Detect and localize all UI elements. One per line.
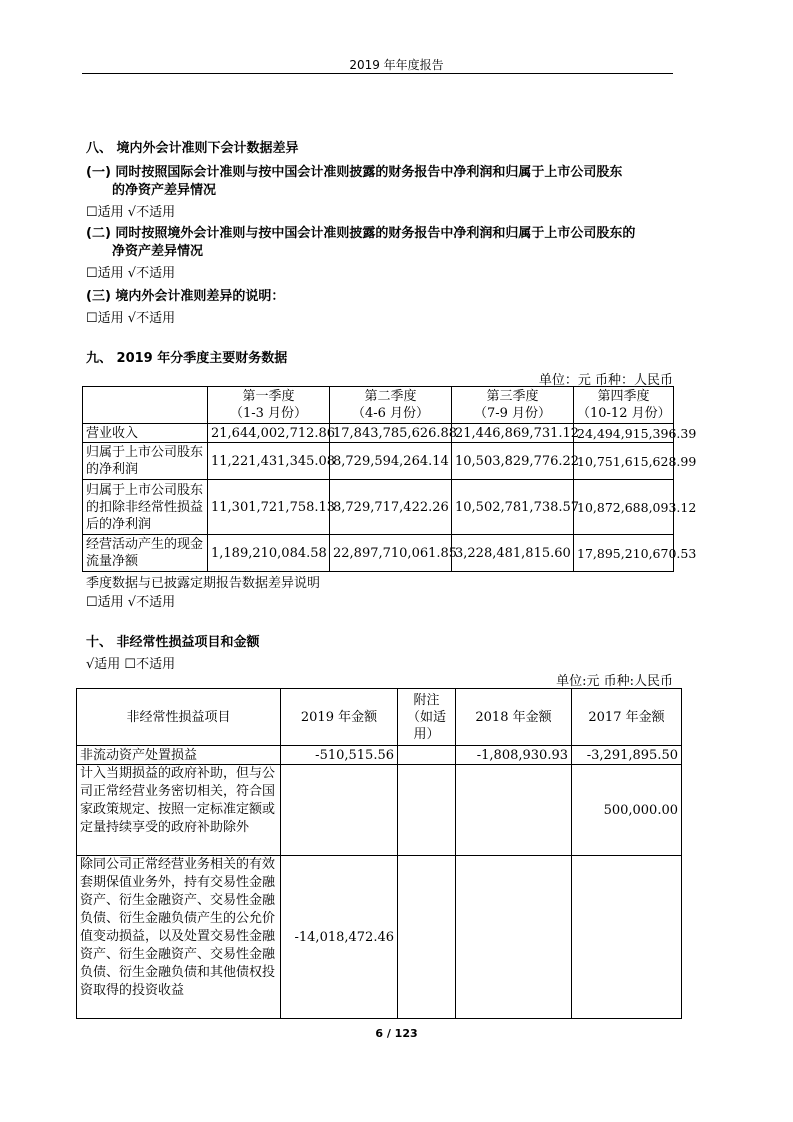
value-note <box>398 765 456 856</box>
header-2017: 2017 年金额 <box>572 689 682 746</box>
section-8-sub3-applicability: ☐适用 √不适用 <box>86 311 176 326</box>
quarter-value: 10,872,688,093.12 <box>574 480 674 535</box>
row-label: 营业收入 <box>83 424 208 443</box>
header-divider <box>82 73 673 74</box>
quarter-header <box>574 387 674 424</box>
item-label: 计入当期损益的政府补助，但与公司正常经营业务密切相关，符合国家政策规定、按照一定标准定额或定量持续享受的政府补助除外 <box>77 765 281 856</box>
section-8-sub3-title: (三) 境内外会计准则差异的说明： <box>86 289 285 304</box>
section-8-sub2-line2: 净资产差异情况 <box>112 244 204 259</box>
quarterly-financial-table <box>82 386 697 572</box>
table-row <box>83 424 674 443</box>
quarter-value: 11,301,721,758.13 <box>208 480 330 535</box>
section-8-sub1-line1: (一) 同时按照国际会计准则与按中国会计准则披露的财务报告中净利润和归属于上市公司股东 <box>86 165 623 180</box>
table-row <box>77 746 682 765</box>
section-8-sub2-applicability: ☐适用 √不适用 <box>86 266 176 281</box>
quarter-value: 11,221,431,345.08 <box>208 443 330 480</box>
value-2017: -3,291,895.50 <box>572 746 682 765</box>
value-2017: 500,000.00 <box>572 765 682 856</box>
section-10-title: 十、 非经常性损益项目和金额 <box>86 635 260 650</box>
table-row <box>83 443 674 480</box>
table-row <box>83 535 674 572</box>
quarter-header-name: 第四季度 <box>597 389 650 404</box>
table-row <box>77 856 682 1019</box>
table-header-row <box>83 387 674 424</box>
header-empty-cell <box>83 387 208 424</box>
table-row <box>83 480 674 535</box>
row-label: 归属于上市公司股东的扣除非经常性损益后的净利润 <box>83 480 208 535</box>
section-8-sub1-line2: 的净资产差异情况 <box>112 183 217 198</box>
table-header-row <box>77 689 682 746</box>
quarter-value: 17,843,785,626.88 <box>330 424 452 443</box>
section-10-unit: 单位:元 币种:人民币 <box>556 674 673 689</box>
section-10-applicability: √适用 ☐不适用 <box>86 657 176 672</box>
header-2018: 2018 年金额 <box>456 689 572 746</box>
quarter-header-months: （4-6 月份） <box>351 406 430 421</box>
section-9-title: 九、 2019 年分季度主要财务数据 <box>86 351 288 366</box>
page-header-title: 2019 年年度报告 <box>349 58 444 72</box>
quarter-value: 22,897,710,061.85 <box>330 535 452 572</box>
quarter-value: 10,502,781,738.57 <box>452 480 574 535</box>
quarter-header-months: （1-3 月份） <box>229 406 308 421</box>
quarter-header-months: （10-12 月份） <box>577 406 671 421</box>
value-2018 <box>456 765 572 856</box>
quarter-value: 24,494,915,396.39 <box>574 424 674 443</box>
item-label: 非流动资产处置损益 <box>77 746 281 765</box>
section-8-sub2-line1: (二) 同时按照境外会计准则与按中国会计准则披露的财务报告中净利润和归属于上市公司股东的 <box>86 226 636 241</box>
quarter-value: 8,729,717,422.26 <box>330 480 452 535</box>
value-2018 <box>456 856 572 1019</box>
quarter-header <box>208 387 330 424</box>
header-item: 非经常性损益项目 <box>77 689 281 746</box>
quarter-value: 21,446,869,731.12 <box>452 424 574 443</box>
quarter-value: 1,189,210,084.58 <box>208 535 330 572</box>
row-label: 归属于上市公司股东的净利润 <box>83 443 208 480</box>
value-2017 <box>572 856 682 1019</box>
section-8-title: 八、 境内外会计准则下会计数据差异 <box>86 141 299 156</box>
page-number: 6 / 123 <box>375 1027 418 1040</box>
quarter-header <box>330 387 452 424</box>
value-2018: -1,808,930.93 <box>456 746 572 765</box>
row-label: 经营活动产生的现金流量净额 <box>83 535 208 572</box>
value-2019: -14,018,472.46 <box>281 856 398 1019</box>
quarter-value: 21,644,002,712.86 <box>208 424 330 443</box>
table-row <box>77 765 682 856</box>
quarter-header-name: 第三季度 <box>486 389 539 404</box>
quarter-header-name: 第二季度 <box>364 389 417 404</box>
value-note <box>398 746 456 765</box>
value-2019: -510,515.56 <box>281 746 398 765</box>
quarter-header-months: （7-9 月份） <box>473 406 552 421</box>
quarter-header <box>452 387 574 424</box>
quarter-value: 17,895,210,670.53 <box>574 535 674 572</box>
non-recurring-gains-table <box>76 688 682 1019</box>
header-note: 附注（如适用） <box>398 689 456 746</box>
section-9-note: 季度数据与已披露定期报告数据差异说明 <box>86 576 321 591</box>
value-2019 <box>281 765 398 856</box>
quarter-value: 3,228,481,815.60 <box>452 535 574 572</box>
quarter-value: 10,751,615,628.99 <box>574 443 674 480</box>
section-8-sub1-applicability: ☐适用 √不适用 <box>86 205 176 220</box>
section-9-note-applicability: ☐适用 √不适用 <box>86 595 176 610</box>
quarter-value: 8,729,594,264.14 <box>330 443 452 480</box>
quarter-header-name: 第一季度 <box>242 389 295 404</box>
quarter-value: 10,503,829,776.22 <box>452 443 574 480</box>
value-note <box>398 856 456 1019</box>
item-label: 除同公司正常经营业务相关的有效套期保值业务外，持有交易性金融资产、衍生金融资产、交易性金融负债、衍生金融负债产生的公允价值变动损益，以及处置交易性金融资产、衍生金融资产、交易性金融负债、衍生金融负债和其他债权投资取得的投资收益 <box>77 856 281 1019</box>
header-2019: 2019 年金额 <box>281 689 398 746</box>
section-9-unit: 单位：元 币种：人民币 <box>538 373 673 388</box>
